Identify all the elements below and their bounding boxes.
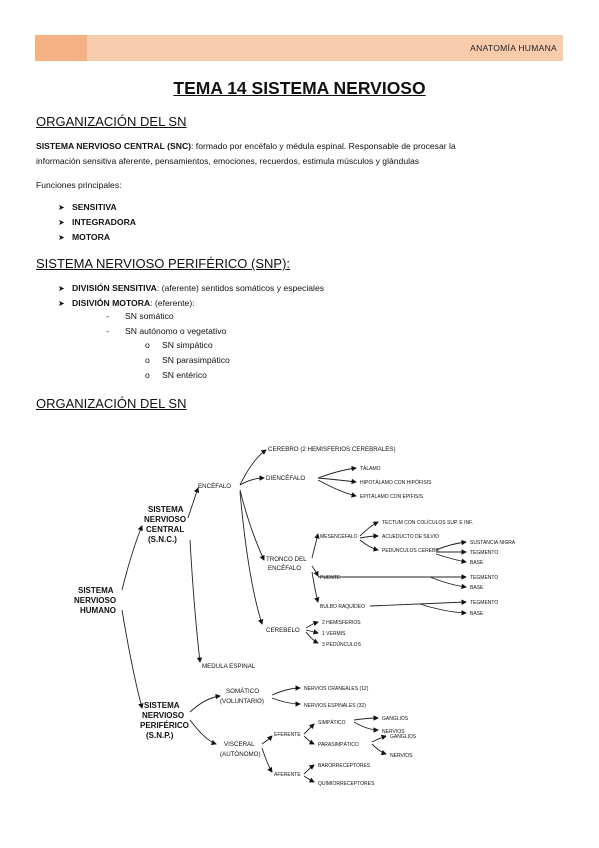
subsub-item: SN simpático — [162, 340, 213, 350]
page-title: TEMA 14 SISTEMA NERVIOSO — [173, 78, 426, 98]
svg-text:(S.N.C.): (S.N.C.) — [148, 535, 177, 544]
node-nervios-craneales: NERVIOS CRANEALES (12) — [304, 686, 369, 692]
node-barorreceptores: BARORRECEPTORES — [318, 763, 371, 769]
snp-list — [58, 281, 324, 311]
node-cerebelo: CEREBELO — [266, 627, 300, 634]
node-acueducto: ACUEDUCTO DE SILVIO — [382, 534, 440, 540]
node-base: BASE — [470, 560, 484, 566]
node-cerebro: CEREBRO (2 HEMISFERIOS CEREBRALES) — [268, 446, 396, 453]
circle-bullet: o — [145, 340, 150, 350]
node-medula: MEDULA ESPINAL — [202, 663, 256, 670]
node-epitalamo: EPITÁLAMO CON EPÍFISIS — [360, 494, 424, 500]
svg-text:ENCÉFALO: ENCÉFALO — [268, 565, 302, 572]
svg-text:(S.N.P.): (S.N.P.) — [146, 731, 174, 740]
node-quimiorreceptores: QUIMIORRECEPTORES — [318, 781, 375, 787]
node-cerebelo-item: 1 VERMIS — [322, 631, 346, 637]
circle-bullet: o — [145, 370, 150, 380]
circle-bullet: o — [145, 355, 150, 365]
header-accent — [35, 35, 87, 61]
node-root: SISTEMA — [78, 586, 114, 595]
node-tronco: TRONCO DEL — [266, 556, 307, 563]
list-item: ➤ INTEGRADORA — [58, 215, 136, 230]
arrow-bullet-icon: ➤ — [58, 203, 65, 212]
snc-text-2: información sensitiva aferente, pensamientos, emociones, recuerdos, estimula músculos y glándulas — [36, 156, 420, 166]
arrow-bullet-icon: ➤ — [58, 299, 65, 308]
snc-text: : formado por encéfalo y médula espinal. Responsable de procesar la — [191, 141, 456, 151]
page-header — [35, 35, 563, 61]
svg-text:HUMANO: HUMANO — [80, 606, 116, 615]
node-visceral: VISCERAL — [224, 741, 255, 748]
list-item: ➤ DISIVIÓN MOTORA: (eferente): — [58, 296, 324, 311]
svg-text:CENTRAL: CENTRAL — [146, 525, 185, 534]
node-nervios: NERVIOS — [390, 753, 413, 759]
node-aferente: AFERENTE — [274, 772, 301, 778]
node-parasimpatico: PARASIMPÁTICO — [318, 742, 359, 748]
node-diencefalo: DIENCÉFALO — [266, 475, 306, 482]
svg-text:(VOLUNTARIO): (VOLUNTARIO) — [220, 698, 264, 705]
header-label: ANATOMÍA HUMANA — [470, 43, 557, 53]
node-ganglios: GANGLIOS — [390, 734, 417, 740]
arrow-bullet-icon: ➤ — [58, 284, 65, 293]
svg-text:(AUTÓNOMO): (AUTÓNOMO) — [220, 751, 261, 758]
list-item: ➤ DIVISIÓN SENSITIVA: (aferente) sentidos somáticos y especiales — [58, 281, 324, 296]
svg-text:NERVIOSO: NERVIOSO — [144, 515, 187, 524]
svg-text:NERVIOSO: NERVIOSO — [74, 596, 117, 605]
section-heading-organizacion: ORGANIZACIÓN DEL SN — [36, 114, 187, 129]
snc-paragraph — [36, 139, 566, 169]
sub-item-autonomo: SN autónomo o vegetativo — [125, 326, 227, 336]
node-mesencefalo: MESENCÉFALO — [320, 534, 358, 540]
node-tegmento: TEGMENTO — [470, 550, 499, 556]
node-talamo: TÁLAMO — [360, 466, 381, 472]
node-tectum: TECTUM CON COLÍCULOS SUP. E INF. — [382, 520, 474, 526]
arrow-bullet-icon: ➤ — [58, 233, 65, 242]
node-base: BASE — [470, 585, 484, 591]
node-cerebelo-item: 2 HEMISFERIOS — [322, 620, 361, 626]
subsub-item: SN parasimpático — [162, 355, 230, 365]
functions-label: Funciones principales: — [36, 180, 122, 190]
subsub-item: SN entérico — [162, 370, 207, 380]
functions-list — [58, 200, 136, 245]
node-sustancia: SUSTANCIA NIGRA — [470, 540, 516, 546]
dash-bullet: - — [106, 311, 109, 321]
node-cerebelo-item: 3 PEDÚNCULOS — [322, 642, 361, 648]
node-ganglios: GANGLIOS — [382, 716, 409, 722]
node-tegmento: TEGMENTO — [470, 575, 499, 581]
node-snc: SISTEMA — [148, 505, 184, 514]
diagram-labels — [74, 446, 516, 787]
node-tegmento: TEGMENTO — [470, 600, 499, 606]
node-eferente: EFERENTE — [274, 732, 301, 738]
svg-text:NERVIOSO: NERVIOSO — [142, 711, 185, 720]
node-encefalo: ENCÉFALO — [198, 483, 232, 490]
section-heading-organizacion-2: ORGANIZACIÓN DEL SN — [36, 396, 187, 411]
node-base: BASE — [470, 611, 484, 617]
node-nervios: NERVIOS — [382, 729, 405, 735]
node-puente: PUENTE — [320, 575, 341, 581]
node-bulbo: BULBO RAQUÍDEO — [320, 604, 366, 610]
arrow-bullet-icon: ➤ — [58, 218, 65, 227]
list-item: ➤ MOTORA — [58, 230, 136, 245]
nervous-system-diagram — [60, 430, 540, 800]
list-item: ➤ SENSITIVA — [58, 200, 136, 215]
dash-bullet: - — [106, 326, 109, 336]
node-nervios-espinales: NERVIOS ESPINALES (32) — [304, 703, 366, 709]
section-heading-snp: SISTEMA NERVIOSO PERIFÉRICO (SNP): — [36, 256, 291, 271]
sub-item-somatico: SN somático — [125, 311, 174, 321]
node-hipotalamo: HIPOTÁLAMO CON HIPÓFISIS — [360, 480, 432, 486]
snc-term: SISTEMA NERVIOSO CENTRAL (SNC) — [36, 141, 192, 151]
node-pedunculos: PEDÚNCULOS CEREBR. — [382, 548, 441, 554]
svg-text:PERIFÉRICO: PERIFÉRICO — [140, 721, 189, 730]
node-snp: SISTEMA — [144, 701, 180, 710]
node-somatico: SOMÁTICO — [226, 688, 260, 695]
node-simpatico: SIMPÁTICO — [318, 720, 346, 726]
